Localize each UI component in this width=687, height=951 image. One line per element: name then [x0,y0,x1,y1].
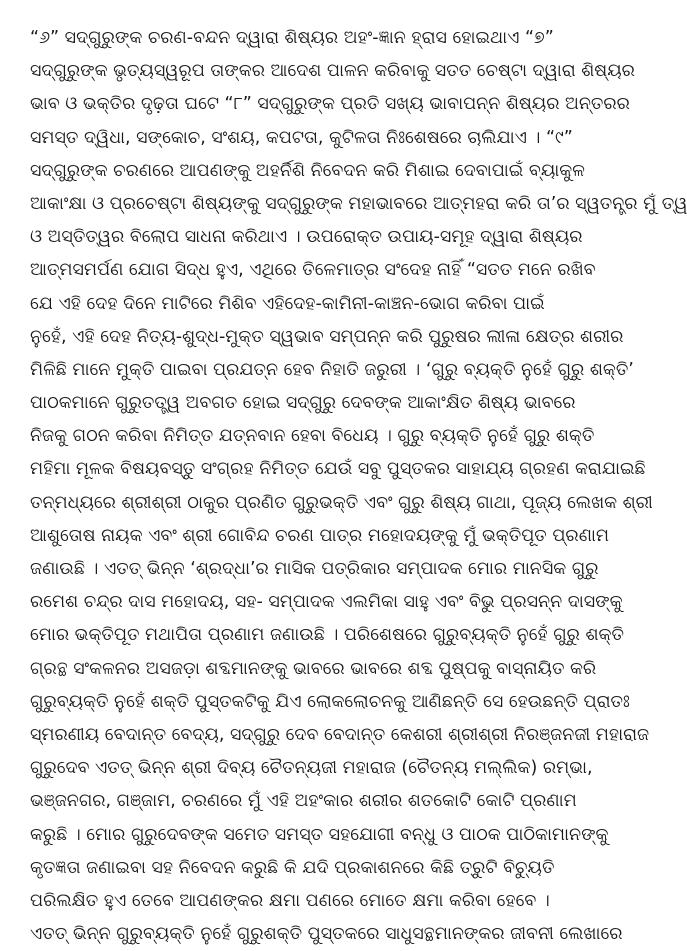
text-line: ଗୁରୁଦେବ ଏତତ୍ ଭିନ୍ନ ଶ୍ରୀ ଦିବ୍ୟ ଚୈତନ୍ୟଜୀ ମହାରାଜ (ଚୈତନ୍ୟ ମଲ୍ଲିକ) ରମ୍ଭା, [30,758,593,779]
text-line: ଆଶୁତୋଷ ନାୟକ ଏବଂ ଶ୍ରୀ ଗୋବିନ୍ଦ ଚରଣ ପାତ୍ର ମହୋଦୟଙ୍କୁ ମୁଁ ଭକ୍ତିପୂତ ପ୍ରଣାମ [30,525,609,546]
text-line: ମହିମା ମୂଳକ ବିଷୟବସ୍ତୁ ସଂଗ୍ରହ ନିମିତ୍ତ ଯେଉଁ ସବୁ ପୁସ୍ତକର ସାହାଯ୍ୟ ଗ୍ରହଣ କରାଯାଇଛି [30,459,646,480]
text-line: ଏତତ୍ ଭିନ୍ନ ଗୁରୁବ୍ୟକ୍ତି ନୁହେଁ ଗୁରୁଶକ୍ତି ପୁସ୍ତକରେ ସାଧୁସନ୍ଥମାନଙ୍କର ଜୀବନୀ ଲେଖାରେ [30,924,623,945]
text-line: ସଦ୍‌ଗୁରୁଙ୍କ ଚରଣରେ ଆପଣଙ୍କୁ ଅହର୍ନିଶି ନିବେଦନ କରି ମିଶାଇ ଦେବାପାଇଁ ବ୍ୟାକୁଳ [30,160,585,181]
text-line: ନିଜକୁ ଗଠନ କରିବା ନିମିତ୍ତ ଯତ୍ନବାନ ହେବା ବିଧେୟ । ଗୁରୁ ବ୍ୟକ୍ତି ନୁହେଁ ଗୁରୁ ଶକ୍ତି [30,426,595,447]
text-line: କରୁଛି । ମୋର ଗୁରୁଦେବଙ୍କ ସମେତ ସମସ୍ତ ସହଯୋଗୀ ବନ୍ଧୁ ଓ ପାଠକ ପାଠିକାମାନଙ୍କୁ [30,824,609,845]
text-line: ସ୍ମରଣୀୟ ବେଦାନ୍ତ ବେଦ୍ୟ, ସଦ୍‌ଗୁରୁ ଦେବ ବେଦାନ୍ତ କେଶରୀ ଶ୍ରୀଶ୍ରୀ ନିରଞ୍ଜନଜୀ ମହାରାଜ [30,724,650,745]
text-line: ପାଠକମାନେ ଗୁରୁତତ୍ତ୍ୱ ଅବଗତ ହୋଇ ସଦ୍‌ଗୁରୁ ଦେବଙ୍କ ଆକାଂକ୍ଷିତ ଶିଷ୍ୟ ଭାବରେ [30,393,576,414]
text-line: ଯେ ଏହି ଦେହ ଦିନେ ମାଟିରେ ମିଶିବ ଏହିଦେହ-କାମିନୀ-କାଞ୍ଚନ-ଭୋଗ କରିବା ପାଇଁ [30,293,545,314]
text-line: ମିଳିଛି ମାନେ ମୁକ୍ତି ପାଇବା ପ୍ରଯତ୍ନ ହେବ ନିହାତି ଜରୁରୀ । ‘ଗୁରୁ ବ୍ୟକ୍ତି ନୁହେଁ ଗୁରୁ ଶକ୍ତି’ [30,359,634,380]
text-line: ରମେଶ ଚନ୍ଦ୍ର ଦାସ ମହୋଦୟ, ସହ- ସମ୍ପାଦକ ଏଲମିକା ସାହୁ ଏବଂ ବିଭୁ ପ୍ରସନ୍ନ ଦାସଙ୍କୁ [30,592,623,613]
text-line: ଓ ଅସ୍ତିତ୍ୱର ବିଲୋପ ସାଧନା କରିଥାଏ । ଉପରୋକ୍ତ ଉପାୟ-ସମୂହ ଦ୍ୱାରା ଶିଷ୍ୟର [30,227,583,248]
text-line: “୬” ସଦ୍‌ଗୁରୁଙ୍କ ଚରଣ-ବନ୍ଦନ ଦ୍ୱାରା ଶିଷ୍ୟର ଅହଂ-ଜ୍ଞାନ ହ୍ରାସ ହୋଇଥାଏ “୭” [30,28,554,48]
text-line: କୃତଜ୍ଞତା ଜଣାଇବା ସହ ନିବେଦନ କରୁଛି କି ଯଦି ପ୍ରକାଶନରେ କିଛି ତ୍ରୁଟି ବିଚ୍ୟୁତି [30,857,555,878]
text-line: ତନ୍ମଧ୍ୟରେ ଶ୍ରୀଶ୍ରୀ ଠାକୁର ପ୍ରଣିତ ଗୁରୁଭକ୍ତି ଏବଂ ଗୁରୁ ଶିଷ୍ୟ ଗାଥା, ପୂଜ୍ୟ ଲେଖକ ଶ୍ରୀ [30,492,653,513]
text-line: ସଦ୍‌ଗୁରୁଙ୍କ ଭୃତ୍ୟସ୍ୱରୂପ ତାଙ୍କର ଆଦେଶ ପାଳନ କରିବାକୁ ସତତ ଚେଷ୍ଟା ଦ୍ୱାରା ଶିଷ୍ୟର [30,61,635,82]
text-line: ଆତ୍ମସମର୍ପଣ ଯୋଗ ସିଦ୍ଧ ହୁଏ, ଏଥିରେ ତିଳେମାତ୍ର ସଂଦେହ ନାହିଁ “ସତତ ମନେ ରଖିବ [30,260,596,281]
text-line: ମୋର ଭକ୍ତିପୂତ ମଥାପିତା ପ୍ରଣାମ ଜଣାଉଛି । ପରିଶେଷରେ ଗୁରୁବ୍ୟକ୍ତି ନୁହେଁ ଗୁରୁ ଶକ୍ତି [30,625,624,646]
text-line: ଭଞ୍ଜନଗର, ଗଞ୍ଜାମ, ଚରଣରେ ମୁଁ ଏହି ଅହଂକାର ଶରୀର ଶତକୋଟି କୋଟି ପ୍ରଣାମ [30,791,577,812]
text-line: ପରିଲକ୍ଷିତ ହୁଏ ତେବେ ଆପଣଙ୍କର କ୍ଷମା ପଣରେ ମୋତେ କ୍ଷମା କରିବା ହେବେ । [30,890,550,911]
text-line: ସମସ୍ତ ଦ୍ୱିଧା, ସଙ୍କୋଚ, ସଂଶୟ, କପଟତା, କୁଟିଳତା ନିଃଶେଷରେ ଚାଲିଯାଏ । “୯” [30,127,573,148]
text-line: ଭାବ ଓ ଭକ୍ତିର ଦୃଢ଼ତା ଘଟେ “୮” ସଦ୍‌ଗୁରୁଙ୍କ ପ୍ରତି ସଖ୍ୟ ଭାବାପନ୍ନ ଶିଷ୍ୟର ଅନ୍ତରର [30,94,630,115]
text-line: ନୁହେଁ, ଏହି ଦେହ ନିତ୍ୟ-ଶୁଦ୍ଧ-ମୁକ୍ତ ସ୍ୱଭାବ ସମ୍ପନ୍ନ କରି ପୁରୁଷର ଲୀଳା କ୍ଷେତ୍ର ଶରୀର [30,326,624,347]
text-line: ଆକାଂକ୍ଷା ଓ ପ୍ରଚେଷ୍ଟା ଶିଷ୍ୟଙ୍କୁ ସଦ୍‌ଗୁରୁଙ୍କ ମହାଭାବରେ ଆତ୍ମହରା କରି ତା’ର ସ୍ୱତନ୍ତ୍ର ମୁଁ ତ୍ୱ [30,193,687,214]
text-line: ଗୁରୁବ୍ୟକ୍ତି ନୁହେଁ ଶକ୍ତି ପୁସ୍ତକଟିକୁ ଯିଏ ଲୋକଲୋଚନକୁ ଆଣିଛନ୍ତି ସେ ହେଉଛନ୍ତି ପ୍ରାତଃ [30,691,630,712]
text-line: ଜଣାଉଛି । ଏତତ୍ ଭିନ୍ନ ‘ଶ୍ରଦ୍ଧା’ର ମାସିକ ପତ୍ରିକାର ସମ୍ପାଦକ ମୋର ମାନସିକ ଗୁରୁ [30,559,599,579]
text-line: ଗ୍ରନ୍ଥ ସଂକଳନର ଅସଜଡ଼ା ଶବ୍ଦମାନଙ୍କୁ ଭାବରେ ଭାବରେ ଶବ୍ଦ ପୁଷ୍ପକୁ ବାସ୍ନାୟିତ କରି [30,658,597,679]
